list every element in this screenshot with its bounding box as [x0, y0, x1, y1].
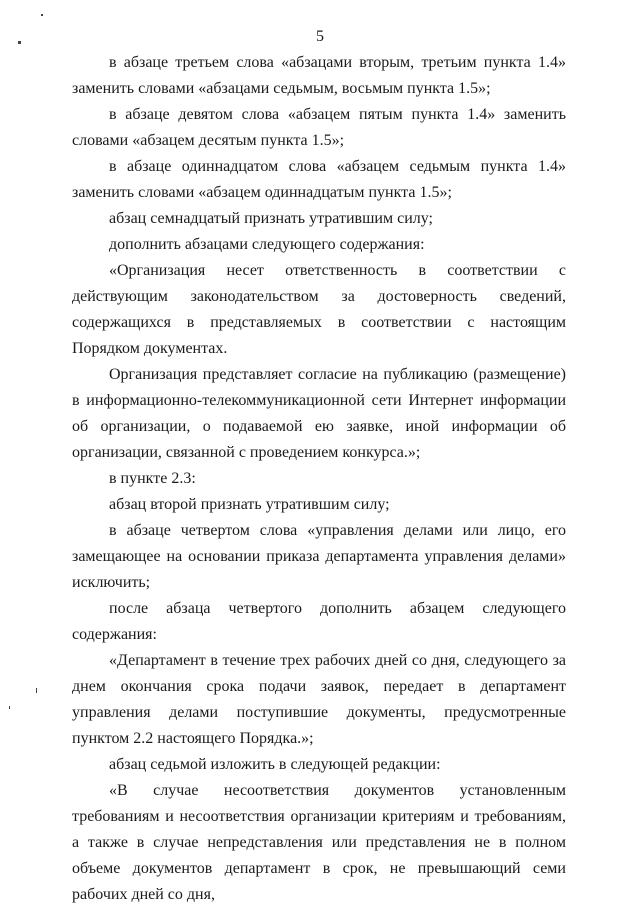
paragraph: в абзаце девятом слова «абзацем пятым пункта 1.4» заменить словами «абзацем десятым пункта 1.5»;: [72, 106, 566, 149]
paragraph: в абзаце четвертом слова «управления делами или лицо, его замещающее на основании приказа департамента управления делами» исключить;: [72, 522, 566, 591]
paragraph: «Департамент в течение трех рабочих дней со дня, следующего за днем окончания срока подачи заявок, передает в департамент управления делами поступившие документы, предусмотренные пунктом 2.2 настоящего Порядка.»;: [72, 652, 566, 747]
paragraph: абзац семнадцатый признать утратившим силу;: [109, 210, 433, 227]
scan-speck: [36, 688, 37, 693]
paragraph: дополнить абзацами следующего содержания:: [109, 236, 425, 253]
paragraph: в пункте 2.3:: [109, 470, 196, 487]
scan-speck: [41, 14, 43, 16]
paragraph: в абзаце третьем слова «абзацами вторым, третьим пункта 1.4» заменить словами «абзацами седьмым, восьмым пункта 1.5»;: [72, 54, 566, 97]
document-body: [72, 50, 566, 908]
paragraph: «В случае несоответствия документов установленным требованиям и несоответствия организации критериям и требованиям, а также в случае непредставления или представления не в полном объеме документов департамент в срок, не превышающий семи рабочих дней со дня,: [72, 782, 566, 903]
paragraph: абзац второй признать утратившим силу;: [109, 496, 390, 513]
paragraph: «Организация несет ответственность в соответствии с действующим законодательством за достоверность сведений, содержащихся в представляемых в соответствии с настоящим Порядком документах.: [72, 262, 566, 357]
paragraph: Организация представляет согласие на публикацию (размещение) в информационно-телекоммуникационной сети Интернет информации об организации, о подаваемой ею заявке, иной информации об организации, связанной с проведением конкурса.»;: [72, 366, 566, 461]
paragraph: в абзаце одиннадцатом слова «абзацем седьмым пункта 1.4» заменить словами «абзацем одиннадцатым пункта 1.5»;: [72, 158, 566, 201]
scan-speck: [9, 706, 10, 709]
paragraph: абзац седьмой изложить в следующей редакции:: [109, 756, 441, 773]
paragraph: после абзаца четвертого дополнить абзацем следующего содержания:: [72, 600, 566, 643]
page-number: 5: [316, 28, 324, 45]
